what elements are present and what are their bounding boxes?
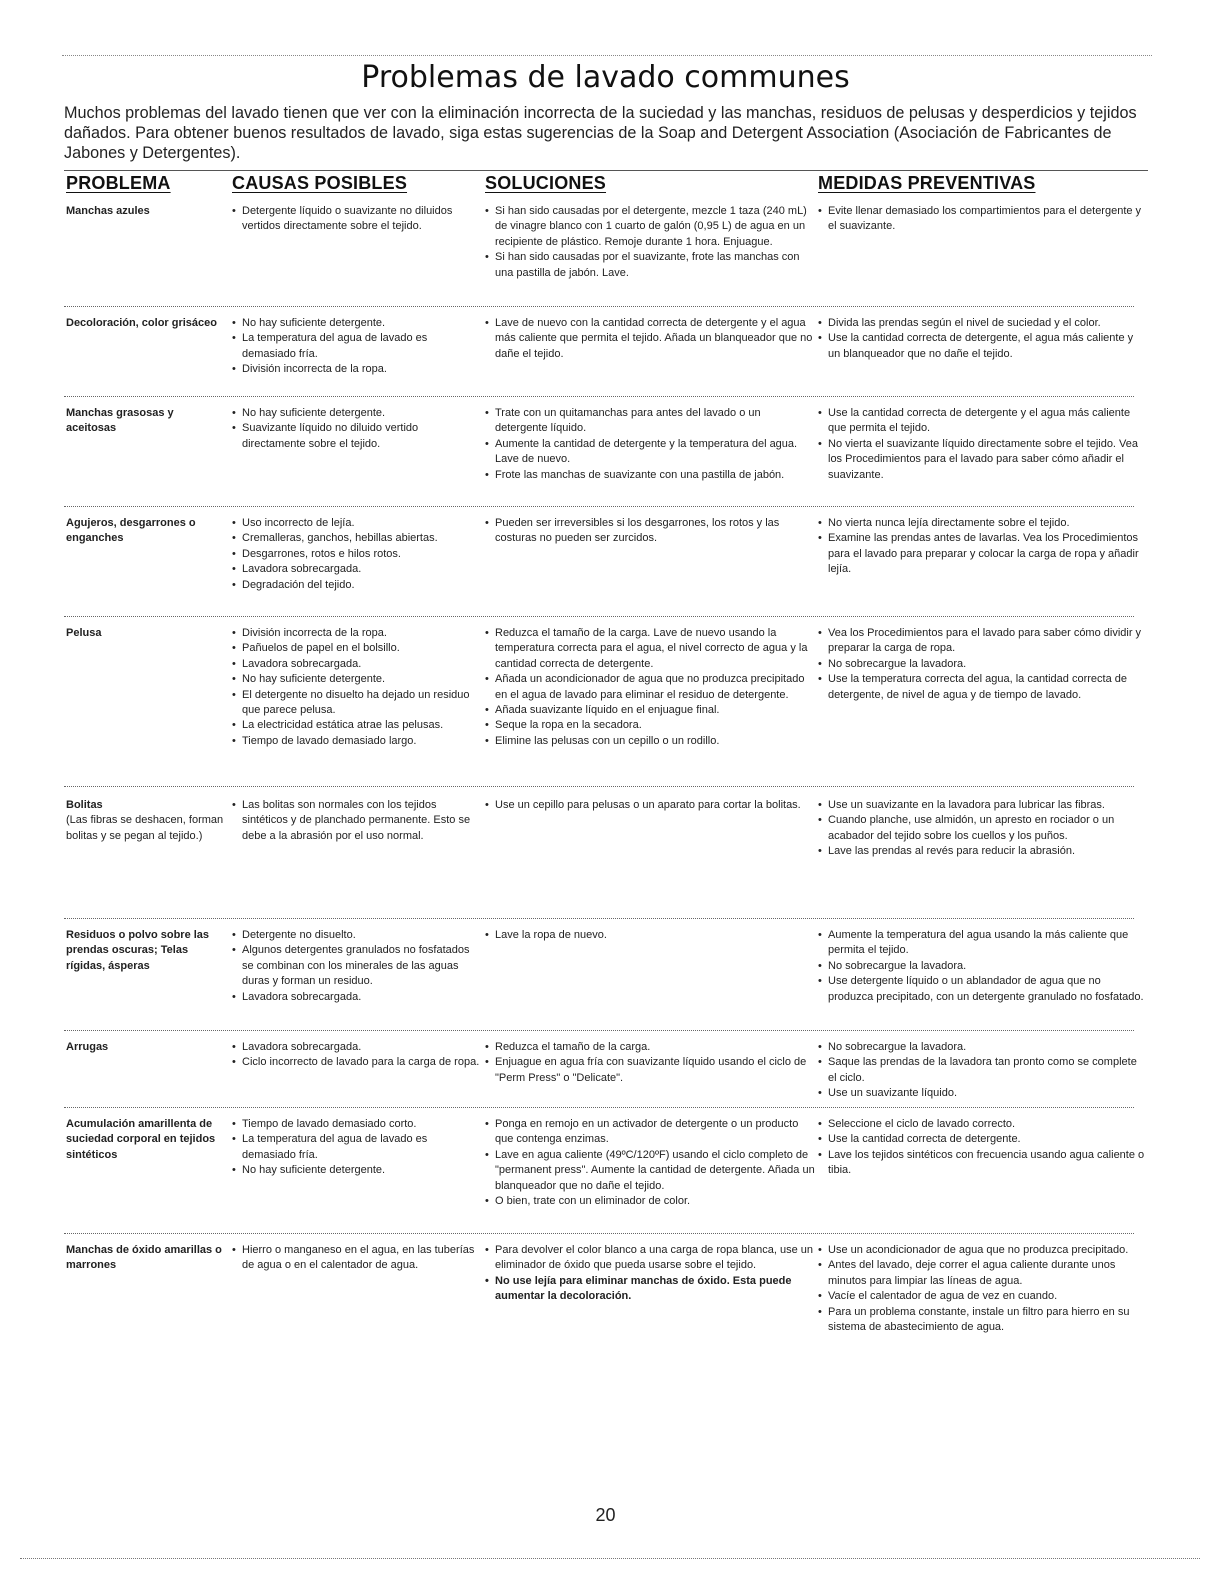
causes-cell: [232, 1040, 482, 1071]
bullet-item: • Lavadora sobrecargada.: [232, 562, 482, 577]
header-rule: [64, 170, 1148, 171]
bullet-item: • Suavizante líquido no diluido vertido directamente sobre el tejido.: [232, 421, 482, 452]
preventive-cell: [818, 626, 1148, 703]
bullet-item: • Trate con un quitamanchas para antes del lavado o un detergente líquido.: [485, 406, 815, 437]
problem-cell: [66, 204, 226, 219]
bullet-item: • No hay suficiente detergente.: [232, 1163, 482, 1178]
bullet-item: • Use detergente líquido o un ablandador de agua que no produzca precipitado, con un detergente granulado no fosfatado.: [818, 974, 1148, 1005]
bottom-dotted-rule: [20, 1558, 1200, 1559]
preventive-cell: [818, 1117, 1148, 1179]
preventive-list: [818, 798, 1148, 860]
causes-list: [232, 1040, 482, 1071]
bullet-item: • No vierta el suavizante líquido directamente sobre el tejido. Vea los Procedimientos para el lavado para saber cómo añadir el suavizante.: [818, 437, 1148, 483]
bullet-item: • Vacíe el calentador de agua de vez en cuando.: [818, 1289, 1148, 1304]
solutions-cell: [485, 928, 815, 943]
bullet-item: • El detergente no disuelto ha dejado un residuo que parece pelusa.: [232, 688, 482, 719]
solutions-cell: [485, 1117, 815, 1209]
bullet-item: • No use lejía para eliminar manchas de óxido. Esta puede aumentar la decoloración.: [485, 1274, 815, 1305]
bullet-item: • Cremalleras, ganchos, hebillas abiertas.: [232, 531, 482, 546]
row-separator: [64, 1107, 1134, 1108]
col-head-soluciones: SOLUCIONES: [485, 173, 607, 193]
solutions-list: [485, 316, 815, 362]
row-separator: [64, 506, 1134, 507]
bullet-item: • Seleccione el ciclo de lavado correcto.: [818, 1117, 1148, 1132]
problem-label: Manchas azules: [66, 205, 150, 217]
solutions-list: [485, 406, 815, 483]
row-separator: [64, 786, 1134, 787]
problem-note: (Las fibras se deshacen, forman bolitas y se pegan al tejido.): [66, 814, 224, 842]
bullet-item: • Lavadora sobrecargada.: [232, 1040, 482, 1055]
solutions-cell: [485, 626, 815, 749]
bullet-item: • Tiempo de lavado demasiado largo.: [232, 734, 482, 749]
bullet-item: • Aumente la temperatura del agua usando la más caliente que permita el tejido.: [818, 928, 1148, 959]
bullet-item: • Use la cantidad correcta de detergente, el agua más caliente y un blanqueador que no dañe el tejido.: [818, 331, 1148, 362]
bullet-item: • Lave de nuevo con la cantidad correcta de detergente y el agua más caliente que permita el tejido. Añada un blanqueador que no dañe el tejido.: [485, 316, 815, 362]
bullet-item: • Ciclo incorrecto de lavado para la carga de ropa.: [232, 1055, 482, 1070]
bullet-item: • Uso incorrecto de lejía.: [232, 516, 482, 531]
bullet-item: • Añada un acondicionador de agua que no produzca precipitado en el agua de lavado para eliminar el residuo de detergente.: [485, 672, 815, 703]
bullet-item: • Desgarrones, rotos e hilos rotos.: [232, 547, 482, 562]
bullet-item: • Frote las manchas de suavizante con una pastilla de jabón.: [485, 468, 815, 483]
preventive-list: [818, 516, 1148, 578]
causes-list: [232, 1117, 482, 1179]
causes-list: [232, 204, 482, 235]
bullet-item: • Tiempo de lavado demasiado corto.: [232, 1117, 482, 1132]
bullet-item: • Hierro o manganeso en el agua, en las tuberías de agua o en el calentador de agua.: [232, 1243, 482, 1274]
solutions-cell: [485, 798, 815, 813]
causes-list: [232, 626, 482, 749]
row-separator: [64, 306, 1134, 307]
preventive-cell: [818, 798, 1148, 860]
col-head-medidas: MEDIDAS PREVENTIVAS: [818, 173, 1036, 193]
causes-cell: [232, 516, 482, 593]
bullet-item: • No hay suficiente detergente.: [232, 672, 482, 687]
solutions-list: [485, 1040, 815, 1086]
bullet-item: • La temperatura del agua de lavado es demasiado fría.: [232, 331, 482, 362]
problem-cell: [66, 316, 226, 331]
row-separator: [64, 1233, 1134, 1234]
bullet-item: • Algunos detergentes granulados no fosfatados se combinan con los minerales de las aguas duras y forman un residuo.: [232, 943, 482, 989]
problem-label: Arrugas: [66, 1041, 109, 1053]
causes-list: [232, 316, 482, 378]
bullet-item: • No sobrecargue la lavadora.: [818, 657, 1148, 672]
solutions-cell: [485, 516, 815, 547]
bullet-item: • Si han sido causadas por el suavizante, frote las manchas con una pastilla de jabón. Lave.: [485, 250, 815, 281]
problem-cell: [66, 1117, 226, 1163]
bullet-item: • Antes del lavado, deje correr el agua caliente durante unos minutos para limpiar las líneas de agua.: [818, 1258, 1148, 1289]
top-dotted-rule: [62, 55, 1152, 56]
bullet-item: • Reduzca el tamaño de la carga.: [485, 1040, 815, 1055]
row-separator: [64, 1030, 1134, 1031]
solutions-cell: [485, 406, 815, 483]
causes-list: [232, 406, 482, 452]
problem-cell: [66, 1040, 226, 1055]
preventive-list: [818, 928, 1148, 1005]
problem-cell: [66, 626, 226, 641]
bullet-item: • Use un cepillo para pelusas o un aparato para cortar la bolitas.: [485, 798, 815, 813]
bullet-item: • Lave en agua caliente (49ºC/120ºF) usando el ciclo completo de "permanent press". Aumente la cantidad de detergente. Añada un blanqueador que no dañe el tejido.: [485, 1148, 815, 1194]
preventive-list: [818, 1117, 1148, 1179]
bullet-item: • Vea los Procedimientos para el lavado para saber cómo dividir y preparar la carga de ropa.: [818, 626, 1148, 657]
causes-cell: [232, 406, 482, 452]
problem-label: Decoloración, color grisáceo: [66, 317, 217, 329]
page-title: Problemas de lavado communes: [361, 60, 850, 95]
bullet-item: • Use un acondicionador de agua que no produzca precipitado.: [818, 1243, 1148, 1258]
bullet-item: • Ponga en remojo en un activador de detergente o un producto que contenga enzimas.: [485, 1117, 815, 1148]
problem-label: Acumulación amarillenta de suciedad corporal en tejidos sintéticos: [66, 1118, 216, 1161]
solutions-list: [485, 798, 815, 813]
row-separator: [64, 918, 1134, 919]
causes-cell: [232, 626, 482, 749]
preventive-cell: [818, 204, 1148, 235]
bullet-item: • Reduzca el tamaño de la carga. Lave de nuevo usando la temperatura correcta para el agua, el nivel correcto de agua y la cantidad correcta de detergente.: [485, 626, 815, 672]
bullet-item: • Detergente líquido o suavizante no diluidos vertidos directamente sobre el tejido.: [232, 204, 482, 235]
preventive-cell: [818, 406, 1148, 483]
problem-label: Agujeros, desgarrones o enganches: [66, 517, 196, 545]
bullet-item: • No sobrecargue la lavadora.: [818, 959, 1148, 974]
bullet-item: • Si han sido causadas por el detergente, mezcle 1 taza (240 mL) de vinagre blanco con 1 cuarto de galón (0,95 L) de agua en un recipiente de plástico. Remoje durante 1 hora. Enjuague.: [485, 204, 815, 250]
preventive-cell: [818, 928, 1148, 1005]
preventive-list: [818, 1040, 1148, 1102]
problem-cell: [66, 928, 226, 974]
problem-label: Manchas de óxido amarillas o marrones: [66, 1244, 222, 1272]
bullet-item: • Aumente la cantidad de detergente y la temperatura del agua. Lave de nuevo.: [485, 437, 815, 468]
causes-cell: [232, 316, 482, 378]
preventive-cell: [818, 1040, 1148, 1102]
bullet-item: • Lave la ropa de nuevo.: [485, 928, 815, 943]
page-number: 20: [595, 1505, 616, 1525]
bullet-item: • O bien, trate con un eliminador de color.: [485, 1194, 815, 1209]
preventive-list: [818, 626, 1148, 703]
solutions-cell: [485, 204, 815, 281]
column-headers: [0, 173, 1211, 199]
bullet-item: • Saque las prendas de la lavadora tan pronto como se complete el ciclo.: [818, 1055, 1148, 1086]
bullet-item: • Pañuelos de papel en el bolsillo.: [232, 641, 482, 656]
bullet-item: • División incorrecta de la ropa.: [232, 626, 482, 641]
col-head-causas: CAUSAS POSIBLES: [232, 173, 408, 193]
solutions-list: [485, 1243, 815, 1305]
causes-cell: [232, 928, 482, 1005]
bullet-item: • Evite llenar demasiado los compartimientos para el detergente y el suavizante.: [818, 204, 1148, 235]
causes-cell: [232, 798, 482, 844]
causes-list: [232, 928, 482, 1005]
bullet-item: • División incorrecta de la ropa.: [232, 362, 482, 377]
intro-paragraph: Muchos problemas del lavado tienen que ver con la eliminación incorrecta de la suciedad y las manchas, residuos de pelusas y desperdicios y tejidos dañados. Para obtener buenos resultados de lavado, siga estas sugerencias de la Soap and Detergent Association (Asociación de Fabricantes de Jabones y Detergentes).: [64, 104, 1137, 162]
bullet-item: • Use la cantidad correcta de detergente.: [818, 1132, 1148, 1147]
solutions-list: [485, 204, 815, 281]
solutions-list: [485, 626, 815, 749]
bullet-item: • Enjuague en agua fría con suavizante líquido usando el ciclo de "Perm Press" o "Delicate".: [485, 1055, 815, 1086]
bullet-item: • Use la cantidad correcta de detergente y el agua más caliente que permita el tejido.: [818, 406, 1148, 437]
problem-cell: [66, 798, 226, 844]
problem-label: Manchas grasosas y aceitosas: [66, 407, 174, 435]
solutions-cell: [485, 1243, 815, 1305]
bullet-item: • Detergente no disuelto.: [232, 928, 482, 943]
solutions-cell: [485, 316, 815, 362]
bullet-item: • Añada suavizante líquido en el enjuague final.: [485, 703, 815, 718]
bullet-item: • Examine las prendas antes de lavarlas. Vea los Procedimientos para el lavado para preparar y colocar la carga de ropa y añadir lejía.: [818, 531, 1148, 577]
causes-list: [232, 1243, 482, 1274]
causes-list: [232, 798, 482, 844]
preventive-list: [818, 316, 1148, 362]
bullet-item: • Use la temperatura correcta del agua, la cantidad correcta de detergente, de nivel de agua y de tiempo de lavado.: [818, 672, 1148, 703]
bullet-item: • No sobrecargue la lavadora.: [818, 1040, 1148, 1055]
bullet-item: • No vierta nunca lejía directamente sobre el tejido.: [818, 516, 1148, 531]
preventive-list: [818, 406, 1148, 483]
bullet-item: • Seque la ropa en la secadora.: [485, 718, 815, 733]
bullet-item: • Divida las prendas según el nivel de suciedad y el color.: [818, 316, 1148, 331]
causes-cell: [232, 204, 482, 235]
causes-cell: [232, 1117, 482, 1179]
bullet-item: • Lave los tejidos sintéticos con frecuencia usando agua caliente o tibia.: [818, 1148, 1148, 1179]
bullet-item: • Elimine las pelusas con un cepillo o un rodillo.: [485, 734, 815, 749]
bullet-item: • Para devolver el color blanco a una carga de ropa blanca, use un eliminador de óxido que pueda usarse sobre el tejido.: [485, 1243, 815, 1274]
bullet-item: • Cuando planche, use almidón, un apresto en rociador o un acabador del tejido sobre los cuellos y los puños.: [818, 813, 1148, 844]
bullet-item: • Para un problema constante, instale un filtro para hierro en su sistema de abastecimiento de agua.: [818, 1305, 1148, 1336]
row-separator: [64, 616, 1134, 617]
bullet-item: • Use un suavizante en la lavadora para lubricar las fibras.: [818, 798, 1148, 813]
problem-cell: [66, 1243, 226, 1274]
solutions-list: [485, 516, 815, 547]
preventive-list: [818, 204, 1148, 235]
problem-label: Pelusa: [66, 627, 102, 639]
bullet-item: • Degradación del tejido.: [232, 578, 482, 593]
bullet-item: • Lave las prendas al revés para reducir la abrasión.: [818, 844, 1148, 859]
solutions-list: [485, 928, 815, 943]
col-head-problema: PROBLEMA: [66, 173, 171, 193]
bullet-item: • No hay suficiente detergente.: [232, 316, 482, 331]
bullet-item: • Lavadora sobrecargada.: [232, 990, 482, 1005]
causes-list: [232, 516, 482, 593]
bullet-item: • La electricidad estática atrae las pelusas.: [232, 718, 482, 733]
problem-label: Residuos o polvo sobre las prendas oscuras; Telas rígidas, ásperas: [66, 929, 210, 972]
causes-cell: [232, 1243, 482, 1274]
preventive-cell: [818, 516, 1148, 578]
preventive-list: [818, 1243, 1148, 1335]
bullet-item: • Las bolitas son normales con los tejidos sintéticos y de planchado permanente. Esto se debe a la abrasión por el uso normal.: [232, 798, 482, 844]
solutions-cell: [485, 1040, 815, 1086]
preventive-cell: [818, 1243, 1148, 1335]
preventive-cell: [818, 316, 1148, 362]
problem-cell: [66, 406, 226, 437]
bullet-item: • Use un suavizante líquido.: [818, 1086, 1148, 1101]
solutions-list: [485, 1117, 815, 1209]
bullet-item: • La temperatura del agua de lavado es demasiado fría.: [232, 1132, 482, 1163]
problem-cell: [66, 516, 226, 547]
row-separator: [64, 396, 1134, 397]
bullet-item: • No hay suficiente detergente.: [232, 406, 482, 421]
problem-label: Bolitas: [66, 799, 103, 811]
bullet-item: • Pueden ser irreversibles si los desgarrones, los rotos y las costuras no pueden ser zurcidos.: [485, 516, 815, 547]
bullet-item: • Lavadora sobrecargada.: [232, 657, 482, 672]
